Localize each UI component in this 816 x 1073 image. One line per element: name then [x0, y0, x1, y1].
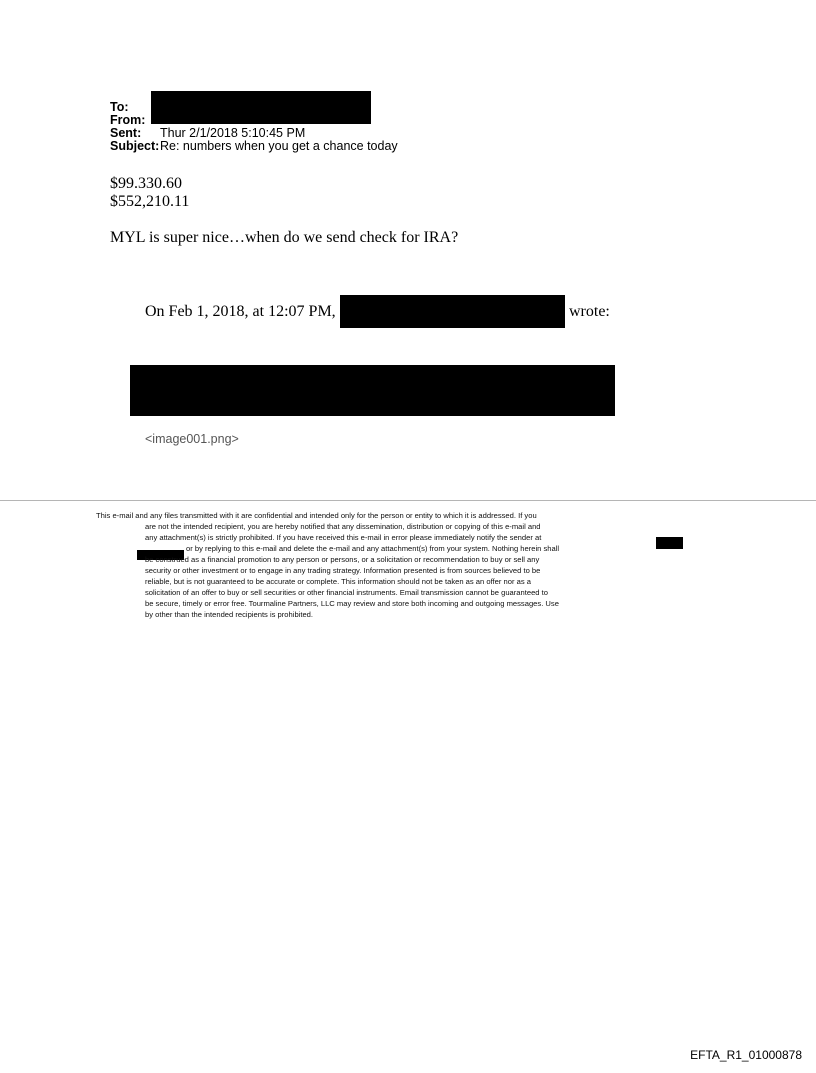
quoted-intro: On Feb 1, 2018, at 12:07 PM,: [145, 303, 336, 320]
redaction-to-from: [151, 91, 371, 124]
quoted-wrote: wrote:: [569, 303, 610, 320]
amount-line-1: $99.330.60: [110, 175, 182, 192]
redaction-quoted-body: [130, 365, 615, 416]
disclaimer-line: are not the intended recipient, you are hereby notified that any dissemination, distribution or copying of this e-mail and: [145, 522, 541, 531]
to-label: To:: [110, 100, 129, 114]
disclaimer-line: any attachment(s) is strictly prohibited. If you have received this e-mail in error please immediately notify the sender at: [145, 533, 542, 542]
divider: [0, 500, 816, 501]
disclaimer-line: This e-mail and any files transmitted with it are confidential and intended only for the person or entity to which it is addressed. If you: [96, 511, 537, 520]
subject-value: Re: numbers when you get a chance today: [160, 139, 398, 153]
disclaimer-line: be construed as a financial promotion to any person or persons, or a solicitation or recommendation to buy or sell any: [145, 555, 540, 564]
amount-line-2: $552,210.11: [110, 193, 190, 210]
disclaimer-line: security or other investment or to engage in any trading strategy. Information presented is from sources believed to be: [145, 566, 541, 575]
disclaimer-line: or by replying to this e-mail and delete the e-mail and any attachment(s) from your system. Nothing herein shall: [186, 544, 560, 553]
sent-label: Sent:: [110, 126, 142, 140]
disclaimer-line: be secure, timely or error free. Tourmaline Partners, LLC may review and store both incoming and outgoing messages. Use: [145, 599, 559, 608]
disclaimer-line: solicitation of an offer to buy or sell securities or other financial instruments. Email transmission cannot be guaranteed to: [145, 588, 548, 597]
redaction-sender-contact-1: [656, 537, 683, 549]
from-label: From:: [110, 113, 146, 127]
redaction-sender-name: [340, 295, 565, 328]
message-text: MYL is super nice…when do we send check for IRA?: [110, 229, 459, 246]
document-id: EFTA_R1_01000878: [690, 1048, 802, 1062]
sent-value: Thur 2/1/2018 5:10:45 PM: [160, 126, 306, 140]
subject-label: Subject:: [110, 139, 160, 153]
disclaimer-line: reliable, but is not guaranteed to be accurate or complete. This information should not be taken as an offer nor as a: [145, 577, 531, 586]
attachment-placeholder: <image001.png>: [145, 432, 239, 446]
disclaimer-line: by other than the intended recipients is prohibited.: [145, 610, 314, 619]
